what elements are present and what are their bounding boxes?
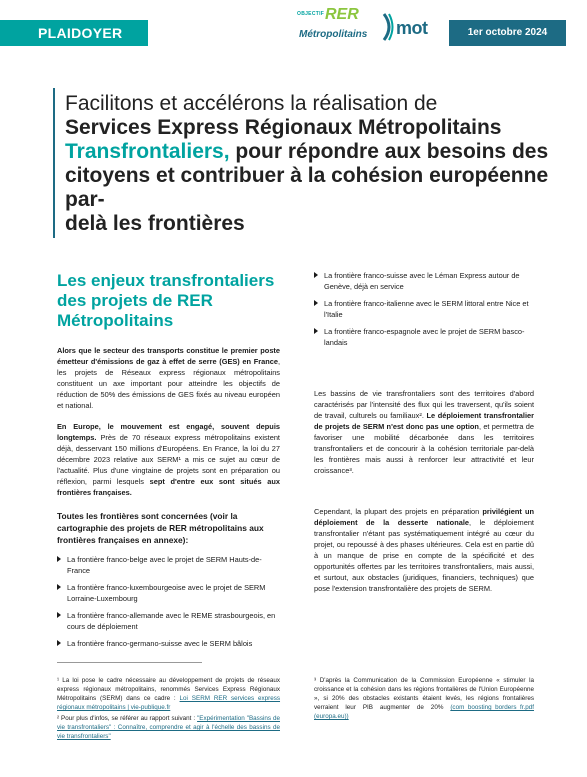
footnote-2: ² Pour plus d'infos, se référer au rapport suivant : "Expérimentation "Bassins de vie transfrontaliers" : Connaître, comprendre et agir à l'échelle des bassins de vie transfrontaliers": [57, 715, 280, 740]
title-line-3a: Transfrontaliers,: [65, 140, 230, 163]
objectif-rer-logo: [297, 8, 367, 44]
logo-rer-sub: Métropolitains: [299, 29, 368, 40]
bullet-arrow-icon: [314, 328, 318, 334]
bullet-arrow-icon: [314, 272, 318, 278]
right-paragraph-1: Les bassins de vie transfrontaliers sont des territoires d'abord caractérisés par l'intensité des flux qui les traversent, qu'ils soient de travail, culturels ou familiaux². Le déploiement transfrontalier de projets de SERM n'est donc pas une option, et permettra de favoriser une mobilité décarbonée dans les territoires transfrontaliers et de concourir à la cohésion territoriale par-delà les frontières mais aussi à renforcer leur attractivité et leur croissance³.: [314, 389, 534, 475]
section-title: Les enjeux transfrontaliers des projets de RER Métropolitains: [57, 271, 275, 330]
left-paragraph-1: Alors que le secteur des transports constitue le premier poste émetteur d'émissions de gaz à effet de serre (GES) en France, les projets de Réseaux express régionaux métropolitains constituent un axe important pour atteindre les objectifs de réduction de 50% des émissions de GES fixés au niveau européen et national.: [57, 346, 280, 410]
title-line-4: citoyens et contribuer à la cohésion européenne par-: [65, 164, 549, 211]
footnote-3-link[interactable]: (com_boosting_borders_fr.pdf (europa.eu)): [314, 704, 534, 720]
right-frontier-list: [314, 270, 534, 348]
logo-mot-text: mot: [396, 18, 428, 38]
mot-mark-icon: [382, 12, 396, 42]
date-badge: 1er octobre 2024: [449, 20, 566, 46]
bullet-arrow-icon: [57, 584, 61, 590]
left-column: [57, 271, 280, 655]
list-item: La frontière franco-espagnole avec le projet de SERM basco-landais: [314, 326, 534, 348]
list-item: La frontière franco-suisse avec le Léman Express autour de Genève, déjà en service: [314, 270, 534, 292]
bullet-arrow-icon: [57, 556, 61, 562]
title-line-1: Facilitons et accélérons la réalisation de: [65, 92, 438, 115]
left-frontier-list: [57, 554, 280, 649]
right-column: [314, 266, 534, 604]
title-line-5: delà les frontières: [65, 212, 245, 235]
footnote-1: ¹ La loi pose le cadre nécessaire au développement de projets de réseaux express régionaux métropolitains, renommés Services Express Régionaux Métropolitains (SERM) dans ce cadre : Loi SERM RER services express régionaux métropolitains | vie-publique.fr: [57, 677, 281, 711]
logo-rer-small: OBJECTIF: [297, 11, 325, 17]
footnote-divider: [57, 662, 202, 663]
right-paragraph-2: Cependant, la plupart des projets en préparation privilégient un déploiement de la desserte nationale, le déploiement transfrontalier n'étant pas systématiquement intégré au cœur du projet, ou repoussé à des phases ultérieures. Cela est en partie dû à un manque de prise en compte de la spécificité et des opportunités offertes par les territoires transfrontaliers, mais aussi, et surtout, aux obstacles (juridiques, financiers, techniques) que pose l'extension transfrontalière des projets de SERM.: [314, 507, 534, 593]
footnotes-left: [57, 676, 280, 743]
bullet-arrow-icon: [57, 612, 61, 618]
title-line-3b: pour répondre aux besoins des: [229, 140, 549, 163]
mot-logo: [382, 12, 437, 42]
page-title: [53, 92, 553, 236]
plaidoyer-tag: PLAIDOYER: [0, 20, 148, 46]
title-line-2: Services Express Régionaux Métropolitains: [65, 116, 502, 139]
footnote-2-link[interactable]: "Expérimentation "Bassins de vie transfrontaliers" : Connaître, comprendre et agir à l'échelle des bassins de vie transfrontaliers": [57, 715, 280, 740]
logo-rer-big: RER: [325, 6, 359, 23]
left-paragraph-2: En Europe, le mouvement est engagé, souvent depuis longtemps. Près de 70 réseaux express métropolitains existent déjà, desservant 150 millions d'Européens. En France, la loi du 27 décembre 2023 relative aux SERM¹ a mis ce sujet au cœur de l'actualité. Plus d'une vingtaine de projets sont en préparation ou réflexion, parmi lesquels sept d'entre eux sont situés aux frontières françaises.: [57, 422, 280, 497]
list-item: La frontière franco-italienne avec le SERM littoral entre Nice et l'Italie: [314, 298, 534, 320]
bullet-arrow-icon: [57, 640, 61, 646]
list-item: La frontière franco-belge avec le projet de SERM Hauts-de-France: [57, 554, 280, 576]
footnote-3: ³ D'après la Communication de la Commission Européenne « stimuler la croissance et la cohésion dans les régions frontalières de l'Union Européenne », si 20% des obstacles existants étaient levés, les régions frontalières verraient leur PIB augmenter de 20% (com_boosting_borders_fr.pdf (europa.eu)): [314, 677, 534, 720]
frontiers-subheading: Toutes les frontières sont concernées (voir la cartographie des projets de RER métropolitains aux frontières françaises en annexe):: [57, 511, 264, 545]
page-header: [0, 0, 587, 60]
list-item: La frontière franco-germano-suisse avec le SERM bâlois: [57, 638, 280, 649]
list-item: La frontière franco-allemande avec le REME strasbourgeois, en cours de déploiement: [57, 610, 280, 632]
bullet-arrow-icon: [314, 300, 318, 306]
list-item: La frontière franco-luxembourgeoise avec le projet de SERM Lorraine-Luxembourg: [57, 582, 280, 604]
footnotes-right: [314, 676, 534, 723]
footnote-1-link[interactable]: Loi SERM RER services express régionaux métropolitains | vie-publique.fr: [57, 695, 281, 711]
